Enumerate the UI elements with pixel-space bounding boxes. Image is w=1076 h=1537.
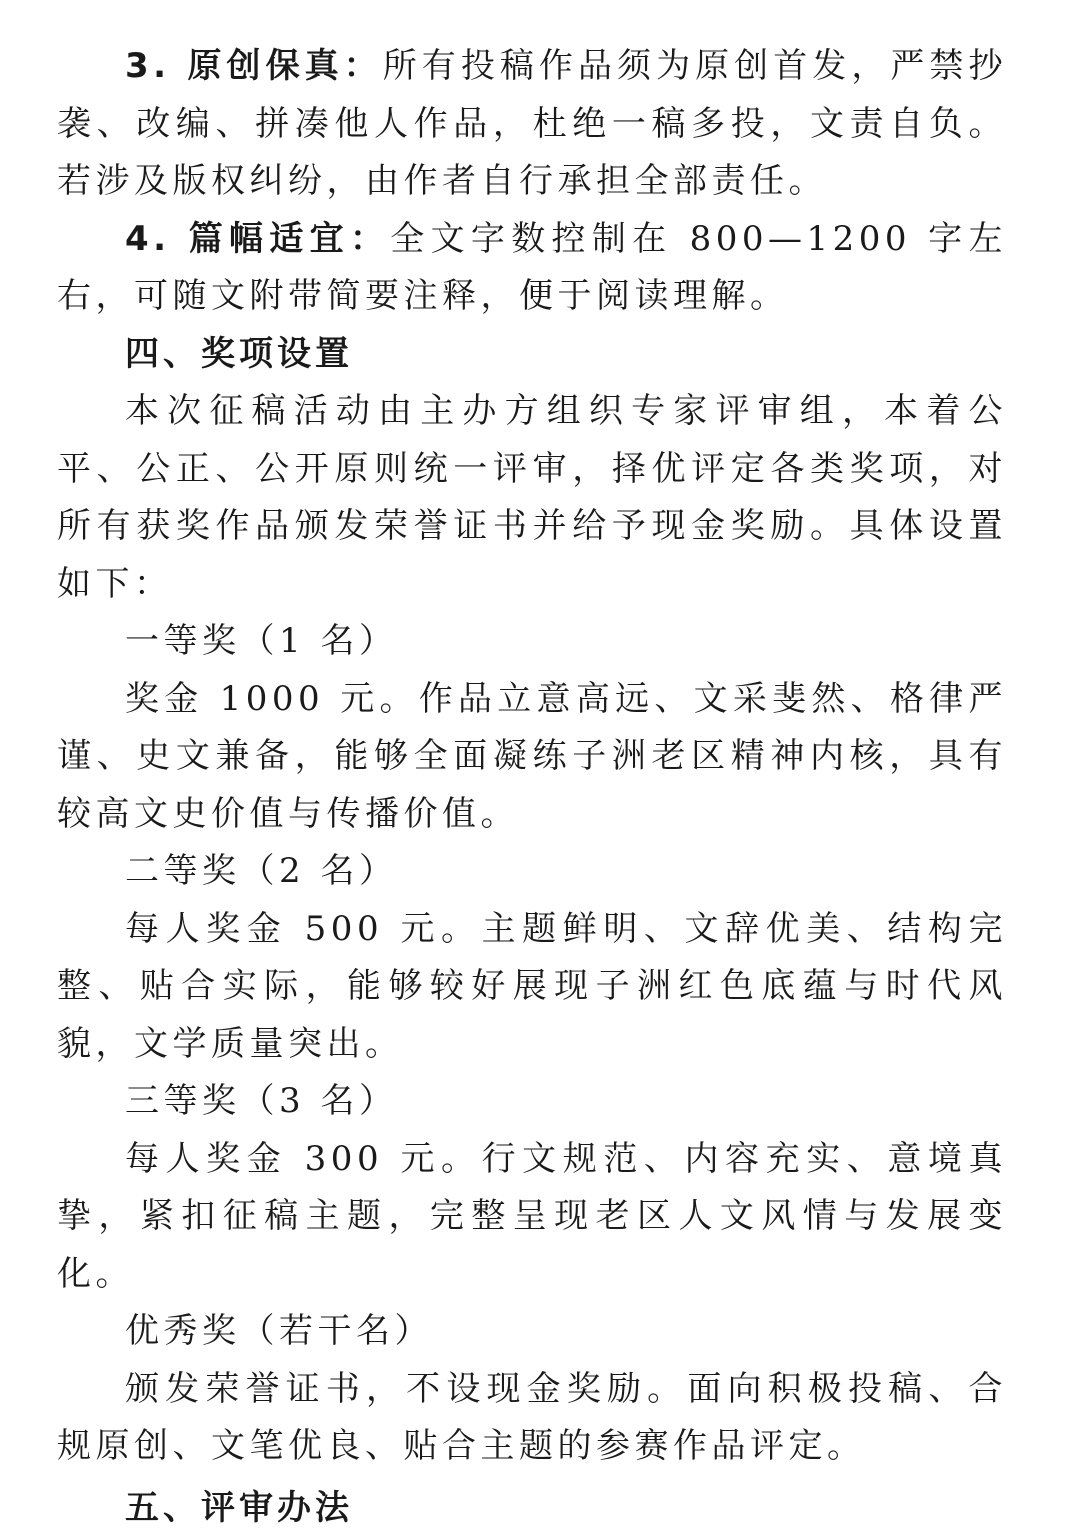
- section-5-title: 五、评审办法: [57, 1480, 1007, 1537]
- award-second-title: 二等奖（2 名）: [57, 843, 1007, 901]
- award-excellence-title: 优秀奖（若干名）: [57, 1303, 1007, 1361]
- item-3-paragraph: [57, 38, 1007, 211]
- item-3-text: 所有投稿作品须为原创首发，严禁抄袭、改编、拼凑他人作品，杜绝一稿多投，文责自负。若涉及版权纠纷，由作者自行承担全部责任。: [57, 46, 1007, 201]
- award-second-desc: 每人奖金 500 元。主题鲜明、文辞优美、结构完整、贴合实际，能够较好展现子洲红色底蕴与时代风貌，文学质量突出。: [57, 901, 1007, 1074]
- award-first-title: 一等奖（1 名）: [57, 613, 1007, 671]
- item-4-paragraph: [57, 211, 1007, 326]
- award-first-desc: 奖金 1000 元。作品立意高远、文采斐然、格律严谨、史文兼备，能够全面凝练子洲老区精神内核，具有较高文史价值与传播价值。: [57, 671, 1007, 844]
- item-4-text: 全文字数控制在 800—1200 字左右，可随文附带简要注释，便于阅读理解。: [57, 219, 1007, 317]
- section-4-title: 四、奖项设置: [57, 326, 1007, 384]
- award-excellence-desc: 颁发荣誉证书，不设现金奖励。面向积极投稿、合规原创、文笔优良、贴合主题的参赛作品评定。: [57, 1361, 1007, 1476]
- item-4-heading: 4. 篇幅适宜：: [125, 219, 390, 259]
- award-third-desc: 每人奖金 300 元。行文规范、内容充实、意境真挚，紧扣征稿主题，完整呈现老区人文风情与发展变化。: [57, 1131, 1007, 1304]
- section-4-intro: 本次征稿活动由主办方组织专家评审组，本着公平、公正、公开原则统一评审，择优评定各类奖项，对所有获奖作品颁发荣誉证书并给予现金奖励。具体设置如下：: [57, 383, 1007, 613]
- document-body: [57, 38, 1007, 1537]
- award-third-title: 三等奖（3 名）: [57, 1073, 1007, 1131]
- item-3-heading: 3. 原创保真：: [125, 46, 383, 86]
